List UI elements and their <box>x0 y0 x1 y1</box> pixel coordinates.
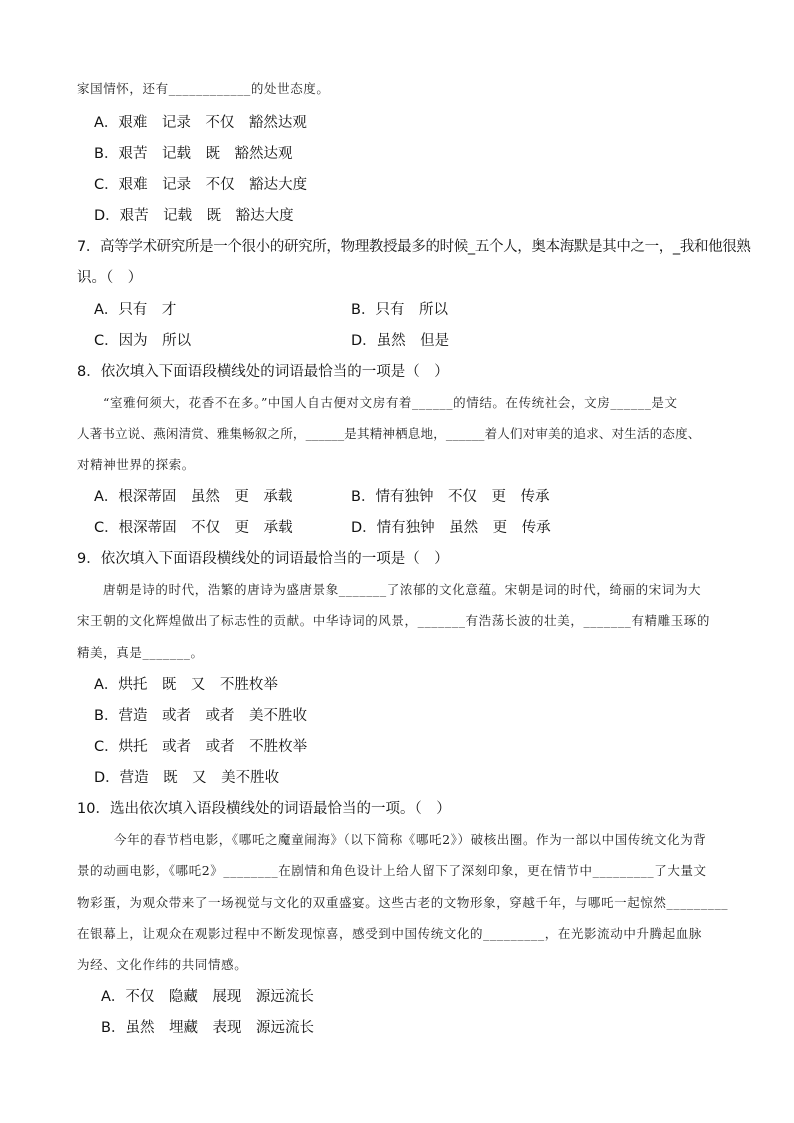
q10-stem: 10．选出依次填入语段横线处的词语最恰当的一项。（ ） <box>77 801 451 817</box>
q10-passage-line-5: 为经、文化作纬的共同情感。 <box>77 957 248 972</box>
q8-stem: 8．依次填入下面语段横线处的词语最恰当的一项是（ ） <box>77 364 449 380</box>
q10-passage-line-2: 景的动画电影，《哪吒2》________在剧情和角色设计上给人留下了深刻印象，更在情节中_________了大量文 <box>77 863 707 878</box>
q8-passage-line-3: 对精神世界的探索。 <box>77 457 195 472</box>
q8-option-a: A．根深蒂固 虽然 更 承载 <box>94 489 293 505</box>
q8-option-c: C．根深蒂固 不仅 更 承载 <box>94 520 293 536</box>
q10-passage-line-4: 在银幕上，让观众在观影过程中不断发现惊喜，感受到中国传统文化的_________，在光影流动中升腾起血脉 <box>77 926 702 941</box>
q7-option-a: A．只有 才 <box>94 302 177 318</box>
q10-option-a: A．不仅 隐藏 展现 源远流长 <box>101 989 314 1005</box>
q9-option-c: C．烘托 或者 或者 不胜枚举 <box>94 739 308 755</box>
q9-passage-line-2: 宋王朝的文化辉煌做出了标志性的贡献。中华诗词的风景，_______有浩荡长波的壮美，_______有精雕玉琢的 <box>77 613 711 628</box>
q7-option-d: D．虽然 但是 <box>351 333 450 349</box>
intro-line: 家国情怀，还有____________的处世态度。 <box>77 81 330 96</box>
q9-option-b: B．营造 或者 或者 美不胜收 <box>94 708 307 724</box>
q8-passage-line-1: “室雅何须大，花香不在多。”中国人自古便对文房有着______的情结。在传统社会，文房______是文 <box>103 395 678 410</box>
q6-option-d: D．艰苦 记载 既 豁达大度 <box>94 208 294 224</box>
q6-option-c: C．艰难 记录 不仅 豁达大度 <box>94 177 308 193</box>
q7-option-c: C．因为 所以 <box>94 333 192 349</box>
q9-option-d: D．营造 既 又 美不胜收 <box>94 770 280 786</box>
q8-option-d: D．情有独钟 虽然 更 传承 <box>351 520 551 536</box>
q9-option-a: A．烘托 既 又 不胜枚举 <box>94 677 278 693</box>
q10-passage-line-1: 今年的春节档电影，《哪吒之魔童闹海》（以下简称《哪吒2》）破核出圈。作为一部以中国传统文化为背 <box>114 832 707 847</box>
q6-option-a: A．艰难 记录 不仅 豁然达观 <box>94 115 307 131</box>
q6-option-b: B．艰苦 记载 既 豁然达观 <box>94 146 293 162</box>
q9-passage-line-1: 唐朝是诗的时代，浩繁的唐诗为盛唐景象_______了浓郁的文化意蕴。宋朝是词的时代，绮丽的宋词为大 <box>103 582 702 597</box>
q9-stem: 9．依次填入下面语段横线处的词语最恰当的一项是（ ） <box>77 551 449 567</box>
q7-stem-line-1: 7．高等学术研究所是一个很小的研究所，物理教授最多的时候_五个人，奥本海默是其中之一，_我和他很熟 <box>77 239 751 255</box>
q8-option-b: B．情有独钟 不仅 更 传承 <box>351 489 550 505</box>
q8-passage-line-2: 人著书立说、燕闲清赏、雅集畅叙之所，______是其精神栖息地，______着人们对审美的追求、对生活的态度、 <box>77 426 701 441</box>
q7-stem-line-2: 识。（ ） <box>77 270 143 286</box>
q10-option-b: B．虽然 埋藏 表现 源远流长 <box>101 1020 314 1036</box>
q9-passage-line-3: 精美，真是_______。 <box>77 645 204 660</box>
q7-option-b: B．只有 所以 <box>351 302 448 318</box>
q10-passage-line-3: 物彩蛋，为观众带来了一场视觉与文化的双重盛宴。这些古老的文物形象，穿越千年，与哪吒一起惊然_________ <box>77 895 729 910</box>
